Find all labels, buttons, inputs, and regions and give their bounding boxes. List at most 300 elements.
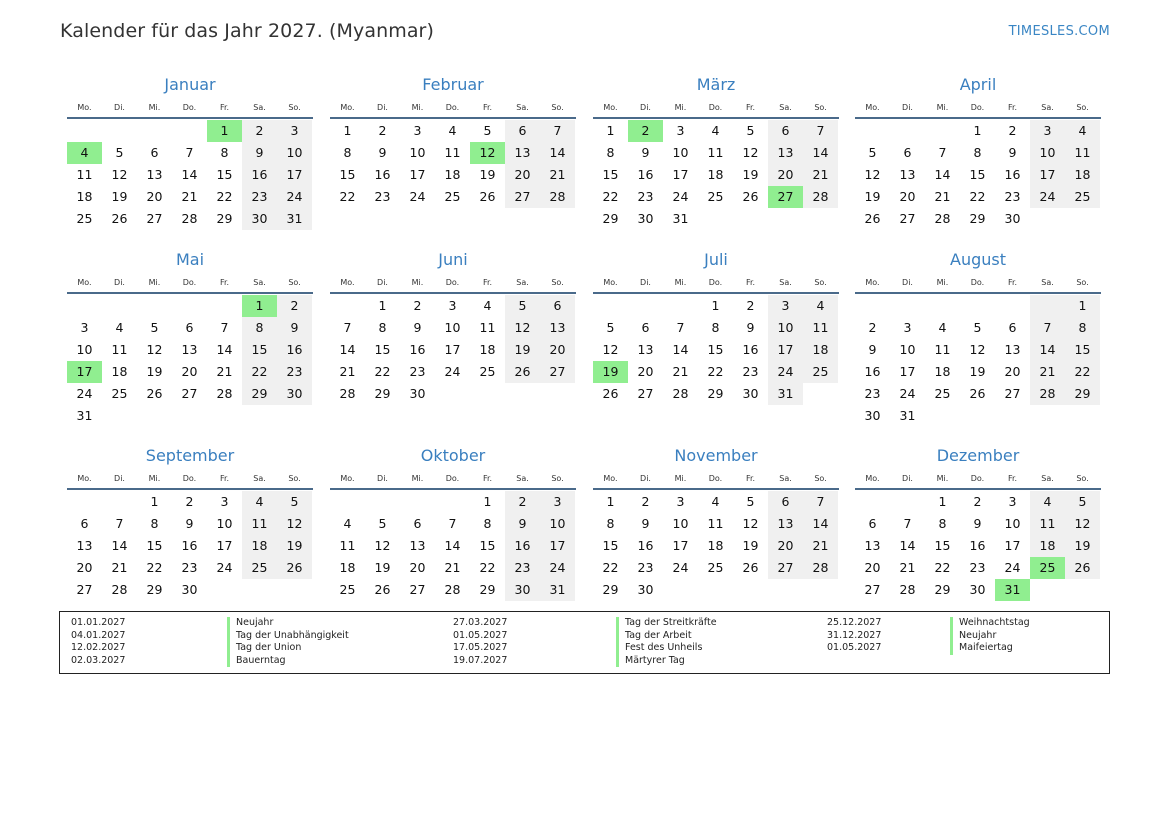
day-cell: 31 — [277, 208, 312, 230]
legend-holiday-name: Neujahr — [950, 630, 1030, 643]
day-cell: 11 — [707, 145, 724, 160]
empty-cell — [995, 405, 1030, 427]
day-cell: 19 — [742, 538, 759, 553]
header-divider — [330, 292, 576, 294]
day-cell: 3 — [768, 295, 803, 317]
day-cell: 11 — [76, 167, 93, 182]
day-cell: 14 — [540, 142, 575, 164]
day-cell: 6 — [540, 295, 575, 317]
day-cell: 25 — [707, 560, 724, 575]
empty-cell — [67, 120, 102, 142]
day-cell: 16 — [1004, 167, 1021, 182]
day-cell: 8 — [711, 320, 720, 335]
empty-cell — [207, 295, 242, 317]
empty-cell — [67, 295, 102, 317]
day-cell: 21 — [540, 164, 575, 186]
day-cell: 23 — [242, 186, 277, 208]
day-cell: 27 — [864, 582, 881, 597]
day-cell: 28 — [444, 582, 461, 597]
weekday-label: So. — [551, 474, 564, 483]
day-cell: 4 — [1030, 491, 1065, 513]
day-cell: 29 — [146, 582, 163, 597]
day-cell: 23 — [181, 560, 198, 575]
day-cell: 31 — [899, 408, 916, 423]
day-cell: 13 — [76, 538, 93, 553]
day-cell: 12 — [111, 167, 128, 182]
weekday-label: Mo. — [77, 103, 92, 112]
weekday-label: Fr. — [1007, 278, 1018, 287]
day-cell: 17 — [1030, 164, 1065, 186]
day-cell: 9 — [242, 142, 277, 164]
legend-holiday-name: Bauerntag — [227, 655, 349, 668]
day-cell: 3 — [413, 123, 422, 138]
empty-cell — [242, 579, 277, 601]
empty-cell — [277, 579, 312, 601]
day-cell: 12 — [742, 145, 759, 160]
empty-cell — [137, 120, 172, 142]
month-name: März — [696, 75, 736, 94]
day-cell: 14 — [672, 342, 689, 357]
weekday-label: Sa. — [1041, 103, 1054, 112]
day-cell: 21 — [216, 364, 233, 379]
day-cell: 16 — [637, 538, 654, 553]
day-cell: 14 — [899, 538, 916, 553]
day-grid — [593, 120, 839, 230]
weekday-label: So. — [288, 103, 301, 112]
day-cell: 18 — [111, 364, 128, 379]
day-cell: 17 — [672, 167, 689, 182]
day-cell: 2 — [185, 494, 194, 509]
day-cell: 7 — [938, 145, 947, 160]
day-cell: 18 — [803, 339, 838, 361]
holiday-day-cell: 12 — [470, 142, 505, 164]
weekday-label: Di. — [377, 278, 388, 287]
legend-date: 01.05.2027 — [827, 642, 882, 654]
day-cell: 13 — [505, 142, 540, 164]
day-cell: 18 — [242, 535, 277, 557]
day-cell: 25 — [242, 557, 277, 579]
day-cell: 14 — [934, 167, 951, 182]
weekday-label: So. — [551, 278, 564, 287]
day-cell: 10 — [409, 145, 426, 160]
day-cell: 15 — [339, 167, 356, 182]
weekday-label: Mo. — [865, 103, 880, 112]
day-cell: 6 — [505, 120, 540, 142]
day-cell: 18 — [707, 167, 724, 182]
legend-date: 04.01.2027 — [71, 629, 126, 641]
day-cell: 23 — [742, 364, 759, 379]
header-divider — [330, 117, 576, 119]
day-cell: 19 — [111, 189, 128, 204]
legend-date: 25.12.2027 — [827, 617, 882, 628]
day-cell: 11 — [1030, 513, 1065, 535]
empty-cell — [803, 208, 838, 230]
day-cell: 2 — [973, 494, 982, 509]
month-name: November — [674, 446, 758, 465]
day-cell: 28 — [181, 211, 198, 226]
day-cell: 24 — [768, 361, 803, 383]
weekday-label: Mi. — [674, 278, 687, 287]
day-cell: 27 — [899, 211, 916, 226]
day-cell: 29 — [216, 211, 233, 226]
day-cell: 22 — [242, 361, 277, 383]
legend-date: 19.07.2027 — [453, 654, 508, 666]
day-cell: 1 — [1065, 295, 1100, 317]
empty-cell — [890, 120, 925, 142]
day-cell: 13 — [146, 167, 163, 182]
day-cell: 9 — [973, 516, 982, 531]
month-name: Oktober — [420, 446, 486, 465]
day-cell: 3 — [220, 494, 229, 509]
empty-cell — [768, 579, 803, 601]
day-cell: 19 — [864, 189, 881, 204]
day-cell: 12 — [602, 342, 619, 357]
day-cell: 3 — [676, 123, 685, 138]
day-cell: 21 — [803, 164, 838, 186]
empty-cell — [628, 295, 663, 317]
weekday-label: Di. — [640, 278, 651, 287]
day-cell: 9 — [185, 516, 194, 531]
header-divider — [855, 117, 1101, 119]
day-cell: 12 — [1065, 513, 1100, 535]
page-title: Kalender für das Jahr 2027. (Myanmar) — [60, 20, 434, 42]
weekday-label: So. — [814, 278, 827, 287]
day-cell: 19 — [742, 167, 759, 182]
weekday-label: Mi. — [148, 474, 161, 483]
weekday-label: Fr. — [482, 474, 493, 483]
day-cell: 23 — [374, 189, 391, 204]
weekday-label: Di. — [114, 103, 125, 112]
day-cell: 9 — [378, 145, 387, 160]
day-cell: 21 — [1030, 361, 1065, 383]
month-februar — [330, 70, 576, 208]
weekday-header — [67, 471, 313, 487]
empty-cell — [925, 120, 960, 142]
day-cell: 24 — [216, 560, 233, 575]
header-divider — [593, 488, 839, 490]
weekday-label: Do. — [970, 474, 985, 483]
weekday-label: Di. — [377, 474, 388, 483]
day-cell: 28 — [672, 386, 689, 401]
day-cell: 27 — [1004, 386, 1021, 401]
weekday-label: Sa. — [1041, 278, 1054, 287]
day-cell: 28 — [216, 386, 233, 401]
day-cell: 5 — [277, 491, 312, 513]
weekday-label: Do. — [182, 103, 197, 112]
empty-cell — [330, 295, 365, 317]
day-cell: 3 — [277, 120, 312, 142]
day-cell: 28 — [111, 582, 128, 597]
day-cell: 7 — [185, 145, 194, 160]
day-cell: 24 — [409, 189, 426, 204]
day-cell: 21 — [934, 189, 951, 204]
month-name: Januar — [164, 75, 216, 94]
day-cell: 16 — [637, 167, 654, 182]
day-cell: 7 — [676, 320, 685, 335]
empty-cell — [435, 383, 470, 405]
day-cell: 10 — [540, 513, 575, 535]
empty-cell — [1065, 405, 1100, 427]
empty-cell — [1065, 208, 1100, 230]
weekday-label: Sa. — [253, 278, 266, 287]
day-cell: 15 — [934, 538, 951, 553]
day-cell: 20 — [768, 164, 803, 186]
weekday-label: Di. — [114, 474, 125, 483]
day-cell: 24 — [277, 186, 312, 208]
legend-names — [616, 617, 717, 667]
day-cell: 4 — [938, 320, 947, 335]
header-divider — [67, 488, 313, 490]
day-cell: 30 — [864, 408, 881, 423]
empty-cell — [663, 295, 698, 317]
day-cell: 25 — [444, 189, 461, 204]
weekday-label: Mi. — [674, 103, 687, 112]
day-cell: 16 — [242, 164, 277, 186]
day-cell: 14 — [111, 538, 128, 553]
day-cell: 13 — [637, 342, 654, 357]
day-cell: 6 — [768, 491, 803, 513]
header-divider — [855, 292, 1101, 294]
day-cell: 25 — [707, 189, 724, 204]
legend-names — [950, 617, 1030, 655]
weekday-label: So. — [1076, 474, 1089, 483]
empty-cell — [1030, 295, 1065, 317]
day-cell: 20 — [505, 164, 540, 186]
day-cell: 25 — [339, 582, 356, 597]
day-cell: 5 — [378, 516, 387, 531]
month-juni — [330, 245, 576, 405]
day-cell: 22 — [339, 189, 356, 204]
day-grid — [67, 491, 313, 601]
day-grid — [67, 120, 313, 230]
day-cell: 28 — [1030, 383, 1065, 405]
day-cell: 6 — [413, 516, 422, 531]
day-cell: 1 — [606, 494, 615, 509]
empty-cell — [470, 383, 505, 405]
day-cell: 6 — [1008, 320, 1017, 335]
day-cell: 5 — [150, 320, 159, 335]
weekday-label: Fr. — [1007, 103, 1018, 112]
day-cell: 30 — [742, 386, 759, 401]
day-cell: 8 — [1065, 317, 1100, 339]
day-cell: 29 — [969, 211, 986, 226]
day-cell: 24 — [1030, 186, 1065, 208]
day-cell: 10 — [444, 320, 461, 335]
day-cell: 24 — [899, 386, 916, 401]
empty-cell — [172, 295, 207, 317]
month-juli — [593, 245, 839, 405]
weekday-label: Mi. — [411, 474, 424, 483]
day-cell: 30 — [637, 211, 654, 226]
holiday-day-cell: 1 — [207, 120, 242, 142]
day-cell: 7 — [1030, 317, 1065, 339]
day-cell: 11 — [339, 538, 356, 553]
empty-cell — [102, 405, 137, 427]
day-cell: 3 — [540, 491, 575, 513]
day-cell: 29 — [602, 582, 619, 597]
day-cell: 14 — [339, 342, 356, 357]
day-cell: 14 — [181, 167, 198, 182]
day-cell: 23 — [864, 386, 881, 401]
weekday-label: Mo. — [603, 103, 618, 112]
day-cell: 19 — [1065, 535, 1100, 557]
day-cell: 13 — [899, 167, 916, 182]
weekday-label: Mo. — [603, 474, 618, 483]
legend-holiday-name: Tag der Streitkräfte — [616, 617, 717, 630]
weekday-header — [67, 100, 313, 116]
day-cell: 20 — [146, 189, 163, 204]
day-cell: 26 — [864, 211, 881, 226]
day-cell: 22 — [1065, 361, 1100, 383]
weekday-label: Mo. — [77, 278, 92, 287]
legend-holiday-name: Maifeiertag — [950, 642, 1030, 655]
day-cell: 6 — [185, 320, 194, 335]
weekday-label: So. — [1076, 103, 1089, 112]
day-cell: 30 — [181, 582, 198, 597]
day-cell: 15 — [602, 538, 619, 553]
day-cell: 18 — [76, 189, 93, 204]
day-cell: 17 — [409, 167, 426, 182]
day-cell: 5 — [115, 145, 124, 160]
holiday-day-cell: 25 — [1030, 557, 1065, 579]
weekday-label: Mi. — [411, 278, 424, 287]
empty-cell — [505, 383, 540, 405]
day-cell: 26 — [479, 189, 496, 204]
day-cell: 25 — [111, 386, 128, 401]
day-cell: 15 — [707, 342, 724, 357]
empty-cell — [663, 579, 698, 601]
empty-cell — [102, 120, 137, 142]
month-april — [855, 70, 1101, 230]
weekday-header — [855, 275, 1101, 291]
day-cell: 21 — [181, 189, 198, 204]
day-cell: 1 — [343, 123, 352, 138]
header-divider — [593, 292, 839, 294]
day-cell: 30 — [242, 208, 277, 230]
empty-cell — [855, 120, 890, 142]
weekday-label: Sa. — [1041, 474, 1054, 483]
empty-cell — [137, 405, 172, 427]
day-cell: 18 — [1030, 535, 1065, 557]
empty-cell — [1030, 208, 1065, 230]
day-grid — [855, 295, 1101, 427]
day-cell: 14 — [216, 342, 233, 357]
legend-date: 12.02.2027 — [71, 642, 126, 654]
month-name: Dezember — [936, 446, 1020, 465]
day-cell: 30 — [637, 582, 654, 597]
day-cell: 9 — [641, 516, 650, 531]
day-cell: 30 — [1004, 211, 1021, 226]
day-cell: 8 — [606, 516, 615, 531]
day-cell: 4 — [343, 516, 352, 531]
legend-date: 27.03.2027 — [453, 617, 508, 628]
day-cell: 1 — [606, 123, 615, 138]
empty-cell — [960, 405, 995, 427]
day-cell: 26 — [374, 582, 391, 597]
empty-cell — [855, 491, 890, 513]
month-august — [855, 245, 1101, 427]
day-grid — [855, 120, 1101, 230]
day-cell: 26 — [742, 560, 759, 575]
day-cell: 11 — [444, 145, 461, 160]
weekday-label: Do. — [182, 474, 197, 483]
legend-dates — [71, 617, 125, 667]
legend-holiday-name: Fest des Unheils — [616, 642, 717, 655]
day-cell: 1 — [483, 494, 492, 509]
day-cell: 17 — [216, 538, 233, 553]
day-grid — [855, 491, 1101, 601]
day-cell: 15 — [216, 167, 233, 182]
day-cell: 21 — [444, 560, 461, 575]
day-cell: 7 — [903, 516, 912, 531]
day-cell: 9 — [277, 317, 312, 339]
day-cell: 29 — [479, 582, 496, 597]
day-cell: 9 — [505, 513, 540, 535]
empty-cell — [1030, 579, 1065, 601]
day-cell: 4 — [242, 491, 277, 513]
day-cell: 13 — [768, 142, 803, 164]
day-cell: 29 — [934, 582, 951, 597]
legend-names — [227, 617, 349, 667]
weekday-label: Sa. — [253, 474, 266, 483]
month-november — [593, 441, 839, 601]
day-grid — [67, 295, 313, 427]
day-cell: 6 — [641, 320, 650, 335]
day-cell: 12 — [505, 317, 540, 339]
day-cell: 11 — [803, 317, 838, 339]
day-cell: 26 — [277, 557, 312, 579]
empty-cell — [67, 491, 102, 513]
day-cell: 16 — [277, 339, 312, 361]
day-cell: 5 — [868, 145, 877, 160]
day-cell: 22 — [602, 560, 619, 575]
day-cell: 3 — [903, 320, 912, 335]
day-cell: 8 — [973, 145, 982, 160]
day-cell: 1 — [973, 123, 982, 138]
weekday-label: Fr. — [219, 278, 230, 287]
day-cell: 14 — [444, 538, 461, 553]
site-link[interactable]: TIMESLES.COM — [1008, 24, 1110, 39]
day-cell: 21 — [111, 560, 128, 575]
day-cell: 9 — [868, 342, 877, 357]
month-dezember — [855, 441, 1101, 601]
empty-cell — [365, 491, 400, 513]
day-cell: 13 — [181, 342, 198, 357]
day-cell: 20 — [637, 364, 654, 379]
day-cell: 19 — [479, 167, 496, 182]
legend-holiday-name: Tag der Arbeit — [616, 630, 717, 643]
empty-cell — [207, 405, 242, 427]
day-cell: 22 — [934, 560, 951, 575]
day-cell: 8 — [606, 145, 615, 160]
day-cell: 2 — [378, 123, 387, 138]
day-cell: 3 — [80, 320, 89, 335]
legend-dates — [453, 617, 507, 667]
day-cell: 18 — [707, 538, 724, 553]
day-cell: 11 — [111, 342, 128, 357]
month-name: Juli — [704, 250, 728, 269]
holiday-day-cell: 4 — [67, 142, 102, 164]
day-cell: 2 — [868, 320, 877, 335]
header-divider — [855, 488, 1101, 490]
weekday-label: Di. — [902, 278, 913, 287]
weekday-label: So. — [1076, 278, 1089, 287]
month-name: Februar — [422, 75, 484, 94]
day-cell: 31 — [540, 579, 575, 601]
month-name: August — [950, 250, 1006, 269]
day-cell: 25 — [76, 211, 93, 226]
day-cell: 25 — [479, 364, 496, 379]
